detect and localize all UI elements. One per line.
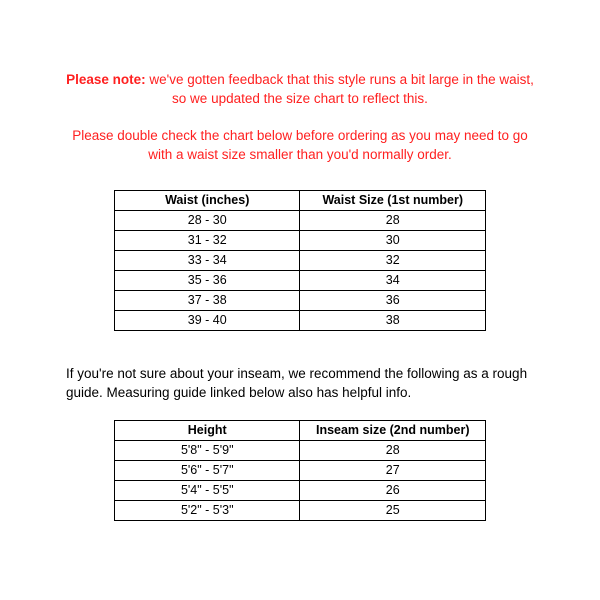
waist-range-cell: 33 - 34 bbox=[115, 251, 300, 271]
waist-size-cell: 28 bbox=[300, 211, 486, 231]
table-row bbox=[115, 311, 486, 331]
table-row bbox=[115, 231, 486, 251]
fit-notice-line bbox=[0, 70, 600, 89]
inseam-guide-line: guide. Measuring guide linked below also has helpful info. bbox=[66, 385, 412, 400]
column-header: Waist (inches) bbox=[115, 191, 300, 211]
table-row bbox=[115, 481, 486, 501]
waist-size-table bbox=[114, 190, 486, 331]
waist-size-cell: 34 bbox=[300, 271, 486, 291]
double-check-line: with a waist size smaller than you'd normally order. bbox=[148, 147, 452, 162]
waist-range-cell: 31 - 32 bbox=[115, 231, 300, 251]
inseam-guide-text bbox=[66, 364, 536, 402]
table-header-row bbox=[115, 421, 486, 441]
waist-range-cell: 39 - 40 bbox=[115, 311, 300, 331]
table-row bbox=[115, 271, 486, 291]
table-row bbox=[115, 501, 486, 521]
table-row bbox=[115, 461, 486, 481]
table-row bbox=[115, 291, 486, 311]
waist-range-cell: 35 - 36 bbox=[115, 271, 300, 291]
inseam-size-cell: 27 bbox=[300, 461, 486, 481]
waist-size-cell: 32 bbox=[300, 251, 486, 271]
inseam-size-cell: 26 bbox=[300, 481, 486, 501]
waist-size-cell: 36 bbox=[300, 291, 486, 311]
inseam-size-cell: 25 bbox=[300, 501, 486, 521]
table-row bbox=[115, 441, 486, 461]
table-row bbox=[115, 251, 486, 271]
column-header: Inseam size (2nd number) bbox=[300, 421, 486, 441]
height-range-cell: 5'2" - 5'3" bbox=[115, 501, 300, 521]
inseam-size-table bbox=[114, 420, 486, 521]
fit-notice-line: so we updated the size chart to reflect this. bbox=[172, 91, 428, 106]
fit-notice-prefix: Please note: bbox=[66, 72, 146, 87]
column-header: Height bbox=[115, 421, 300, 441]
waist-range-cell: 28 - 30 bbox=[115, 211, 300, 231]
fit-notice-text: we've gotten feedback that this style runs a bit large in the waist, bbox=[145, 72, 534, 87]
double-check-notice bbox=[0, 126, 600, 164]
waist-range-cell: 37 - 38 bbox=[115, 291, 300, 311]
inseam-guide-line: If you're not sure about your inseam, we recommend the following as a rough bbox=[66, 366, 528, 381]
height-range-cell: 5'6" - 5'7" bbox=[115, 461, 300, 481]
inseam-size-cell: 28 bbox=[300, 441, 486, 461]
table-header-row bbox=[115, 191, 486, 211]
column-header: Waist Size (1st number) bbox=[300, 191, 486, 211]
waist-size-cell: 30 bbox=[300, 231, 486, 251]
fit-notice bbox=[0, 70, 600, 108]
height-range-cell: 5'4" - 5'5" bbox=[115, 481, 300, 501]
table-row bbox=[115, 211, 486, 231]
double-check-line: Please double check the chart below before ordering as you may need to go bbox=[72, 128, 528, 143]
height-range-cell: 5'8" - 5'9" bbox=[115, 441, 300, 461]
waist-size-cell: 38 bbox=[300, 311, 486, 331]
